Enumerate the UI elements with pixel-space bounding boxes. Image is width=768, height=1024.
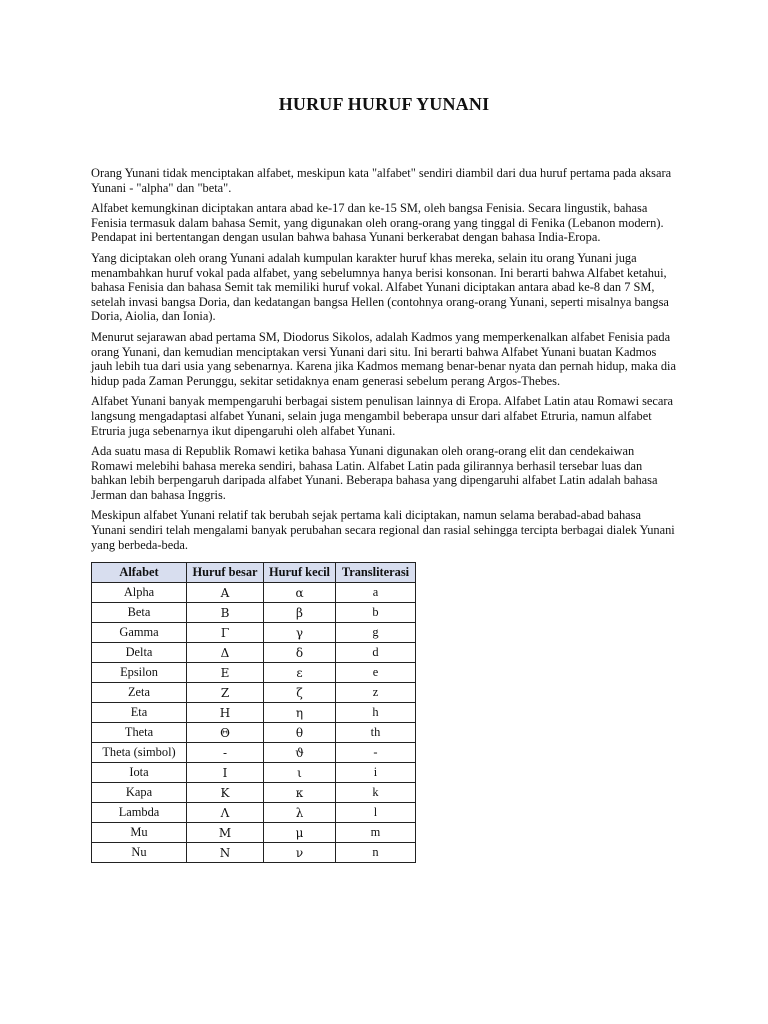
transliteration-cell: l — [336, 803, 416, 823]
letter-name-cell: Lambda — [92, 803, 187, 823]
uppercase-cell: Ι — [187, 763, 264, 783]
letter-name-cell: Delta — [92, 643, 187, 663]
column-header-transliterasi: Transliterasi — [336, 563, 416, 583]
column-header-huruf-besar: Huruf besar — [187, 563, 264, 583]
lowercase-cell: ι — [264, 763, 336, 783]
document-body — [91, 166, 677, 863]
letter-name-cell: Beta — [92, 603, 187, 623]
transliteration-cell: g — [336, 623, 416, 643]
table-row — [92, 583, 416, 603]
table-row — [92, 623, 416, 643]
uppercase-cell: Ζ — [187, 683, 264, 703]
uppercase-cell: Δ — [187, 643, 264, 663]
letter-name-cell: Zeta — [92, 683, 187, 703]
table-row — [92, 843, 416, 863]
uppercase-cell: - — [187, 743, 264, 763]
greek-alphabet-table — [91, 562, 416, 863]
uppercase-cell: Μ — [187, 823, 264, 843]
lowercase-cell: α — [264, 583, 336, 603]
uppercase-cell: Κ — [187, 783, 264, 803]
table-row — [92, 663, 416, 683]
table-row — [92, 823, 416, 843]
transliteration-cell: n — [336, 843, 416, 863]
letter-name-cell: Kapa — [92, 783, 187, 803]
paragraph: Alfabet kemungkinan diciptakan antara abad ke-17 dan ke-15 SM, oleh bangsa Fenisia. Secara lingustik, bahasa Fenisia termasuk dalam bahasa Semit, yang digunakan oleh orang-orang yang tinggal di Fenika (Lebanon modern). Pendapat ini bertentangan dengan usulan bahwa bahasa Yunani berkerabat dengan bahasa India-Eropa. — [91, 201, 664, 245]
transliteration-cell: z — [336, 683, 416, 703]
letter-name-cell: Gamma — [92, 623, 187, 643]
letter-name-cell: Theta (simbol) — [92, 743, 187, 763]
lowercase-cell: η — [264, 703, 336, 723]
transliteration-cell: d — [336, 643, 416, 663]
transliteration-cell: b — [336, 603, 416, 623]
transliteration-cell: e — [336, 663, 416, 683]
lowercase-cell: δ — [264, 643, 336, 663]
letter-name-cell: Iota — [92, 763, 187, 783]
transliteration-cell: h — [336, 703, 416, 723]
table-header-row — [92, 563, 416, 583]
transliteration-cell: - — [336, 743, 416, 763]
letter-name-cell: Alpha — [92, 583, 187, 603]
letter-name-cell: Theta — [92, 723, 187, 743]
transliteration-cell: th — [336, 723, 416, 743]
lowercase-cell: λ — [264, 803, 336, 823]
lowercase-cell: ζ — [264, 683, 336, 703]
paragraph: Orang Yunani tidak menciptakan alfabet, meskipun kata "alfabet" sendiri diambil dari dua huruf pertama pada aksara Yunani - "alpha" dan "beta". — [91, 166, 672, 195]
uppercase-cell: Γ — [187, 623, 264, 643]
table-row — [92, 803, 416, 823]
lowercase-cell: β — [264, 603, 336, 623]
table-row — [92, 723, 416, 743]
transliteration-cell: m — [336, 823, 416, 843]
lowercase-cell: γ — [264, 623, 336, 643]
table-row — [92, 783, 416, 803]
letter-name-cell: Eta — [92, 703, 187, 723]
paragraph: Meskipun alfabet Yunani relatif tak berubah sejak pertama kali diciptakan, namun selama berabad-abad bahasa Yunani sendiri telah mengalami banyak perubahan secara regional dan rasial sehingga tercipta berbagai dialek Yunani yang berbeda-beda. — [91, 508, 675, 552]
uppercase-cell: Η — [187, 703, 264, 723]
lowercase-cell: ε — [264, 663, 336, 683]
uppercase-cell: Λ — [187, 803, 264, 823]
transliteration-cell: a — [336, 583, 416, 603]
transliteration-cell: i — [336, 763, 416, 783]
uppercase-cell: Ν — [187, 843, 264, 863]
table-row — [92, 603, 416, 623]
letter-name-cell: Epsilon — [92, 663, 187, 683]
paragraph: Ada suatu masa di Republik Romawi ketika bahasa Yunani digunakan oleh orang-orang elit dan cendekaiwan Romawi melebihi bahasa mereka sendiri, bahasa Latin. Alfabet Latin pada gilirannya berhasil tersebar luas dan bahkan lebih berpengaruh daripada alfabet Yunani. Beberapa bahasa yang dipengaruhi alfabet Latin adalah bahasa Jerman dan bahasa Inggris. — [91, 444, 658, 502]
lowercase-cell: θ — [264, 723, 336, 743]
table-row — [92, 683, 416, 703]
lowercase-cell: κ — [264, 783, 336, 803]
uppercase-cell: Θ — [187, 723, 264, 743]
letter-name-cell: Mu — [92, 823, 187, 843]
lowercase-cell: ν — [264, 843, 336, 863]
table-row — [92, 643, 416, 663]
paragraph: Alfabet Yunani banyak mempengaruhi berbagai sistem penulisan lainnya di Eropa. Alfabet Latin atau Romawi secara langsung mengadaptasi alfabet Yunani, selain juga mengambil beberapa unsur dari alfabet Etruria, namun alfabet Etruria juga sebenarnya ikut dipengaruhi oleh alfabet Yunani. — [91, 394, 674, 438]
uppercase-cell: Ε — [187, 663, 264, 683]
column-header-huruf-kecil: Huruf kecil — [264, 563, 336, 583]
lowercase-cell: μ — [264, 823, 336, 843]
page-title: HURUF HURUF YUNANI — [278, 94, 490, 114]
column-header-alfabet: Alfabet — [92, 563, 187, 583]
lowercase-cell: ϑ — [264, 743, 336, 763]
letter-name-cell: Nu — [92, 843, 187, 863]
paragraph: Menurut sejarawan abad pertama SM, Diodorus Sikolos, adalah Kadmos yang memperkenalkan alfabet Fenisia pada orang Yunani, dan kemudian menciptakan versi Yunani dari situ. Ini berarti bahwa Alfabet Yunani buatan Kadmos jauh lebih tua dari usia yang sebenarnya. Karena jika Kadmos memang benar-benar nyata dan pernah hidup, maka dia hidup pada Zaman Perunggu, sekitar setidaknya enam generasi sebelum perang Argos-Thebes. — [91, 329, 676, 388]
table-row — [92, 763, 416, 783]
transliteration-cell: k — [336, 783, 416, 803]
uppercase-cell: Β — [187, 603, 264, 623]
table-row — [92, 703, 416, 723]
table-row — [92, 743, 416, 763]
paragraph: Yang diciptakan oleh orang Yunani adalah kumpulan karakter huruf khas mereka, selain itu orang Yunani juga menambahkan huruf vokal pada alfabet, yang sebelumnya hanya berisi konsonan. Ini berarti bahwa Alfabet ketahui, bahasa Fenisia dan bahasa Semit tak memiliki huruf vokal. Alfabet Yunani diciptakan antara abad ke-8 dan 7 SM, setelah invasi bangsa Doria, dan kedatangan bangsa Hellen (contohnya orang-orang Yunani, seperti misalnya bangsa Doria, Aiolia, dan Ionia). — [91, 250, 669, 324]
uppercase-cell: Α — [187, 583, 264, 603]
